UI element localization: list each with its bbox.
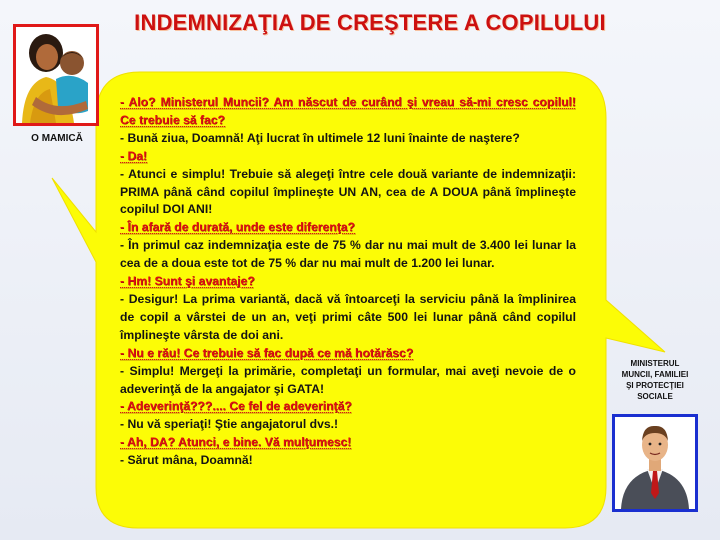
ministry-caption-line: SOCIALE xyxy=(637,392,673,401)
dialog-line-ministry: - Atunci e simplu! Trebuie să alegeţi între cele două variante de indemnizaţii: PRIMA până când copilul împlineşte UN AN, cea de A DOUA până împlineşte copilul DOI ANI! xyxy=(120,166,576,217)
ministry-caption-line: MINISTERUL xyxy=(630,359,680,368)
dialog-line-mother: - Da! xyxy=(120,148,148,163)
dialog-line-ministry: - Nu vă speriaţi! Ştie angajatorul dvs.! xyxy=(120,417,339,432)
dialog-line-mother: - În afară de durată, unde este diferenţa? xyxy=(120,220,356,235)
dialog-line-ministry: - Sărut mâna, Doamnă! xyxy=(120,453,253,468)
dialog-line-ministry: - În primul caz indemnizaţia este de 75 % dar nu mai mult de 3.400 lei lunar la cea de a doua este tot de 75 % dar nu mai mult de 1.200 lei lunar. xyxy=(120,238,576,271)
dialog-line-mother: - Ah, DA? Atunci, e bine. Vă mulţumesc! xyxy=(120,435,352,450)
ministry-official-illustration xyxy=(612,414,698,512)
mother-with-baby-icon xyxy=(16,27,96,123)
mother-caption: O MAMICĂ xyxy=(31,133,83,144)
dialog-line-mother: - Adeverinţă???.... Ce fel de adeverinţă? xyxy=(120,399,352,414)
dialog-line-mother: - Nu e rău! Ce trebuie să fac după ce mă hotărăsc? xyxy=(120,345,414,360)
mother-illustration xyxy=(13,24,99,126)
dialog-line-ministry: - Bună ziua, Doamnă! Aţi lucrat în ultimele 12 luni înainte de naştere? xyxy=(120,130,520,145)
businessman-icon xyxy=(615,417,695,509)
ministry-caption xyxy=(605,358,705,402)
dialog-line-mother: - Alo? Ministerul Muncii? Am născut de curând şi vreau să-mi cresc copilul! Ce trebuie să fac? xyxy=(120,95,576,127)
page-title: INDEMNIZAŢIA DE CREŞTERE A COPILULUI xyxy=(134,10,606,35)
dialog-line-ministry: - Simplu! Mergeţi la primărie, completaţi un formular, mai aveţi nevoie de o adeverinţă de la angajator şi GATA! xyxy=(120,363,576,396)
dialog-text xyxy=(120,94,576,470)
dialog-line-ministry: - Desigur! La prima variantă, dacă vă întoarceţi la serviciu până la împlinirea de copil a vârstei de un an, veţi primi câte 500 lei lunar până când copilul împlineşte vârsta de doi ani. xyxy=(120,291,576,342)
ministry-caption-line: MUNCII, FAMILIEI xyxy=(621,370,689,379)
dialog-line-mother: - Hm! Sunt şi avantaje? xyxy=(120,274,255,289)
ministry-caption-line: ŞI PROTECŢIEI xyxy=(626,381,684,390)
